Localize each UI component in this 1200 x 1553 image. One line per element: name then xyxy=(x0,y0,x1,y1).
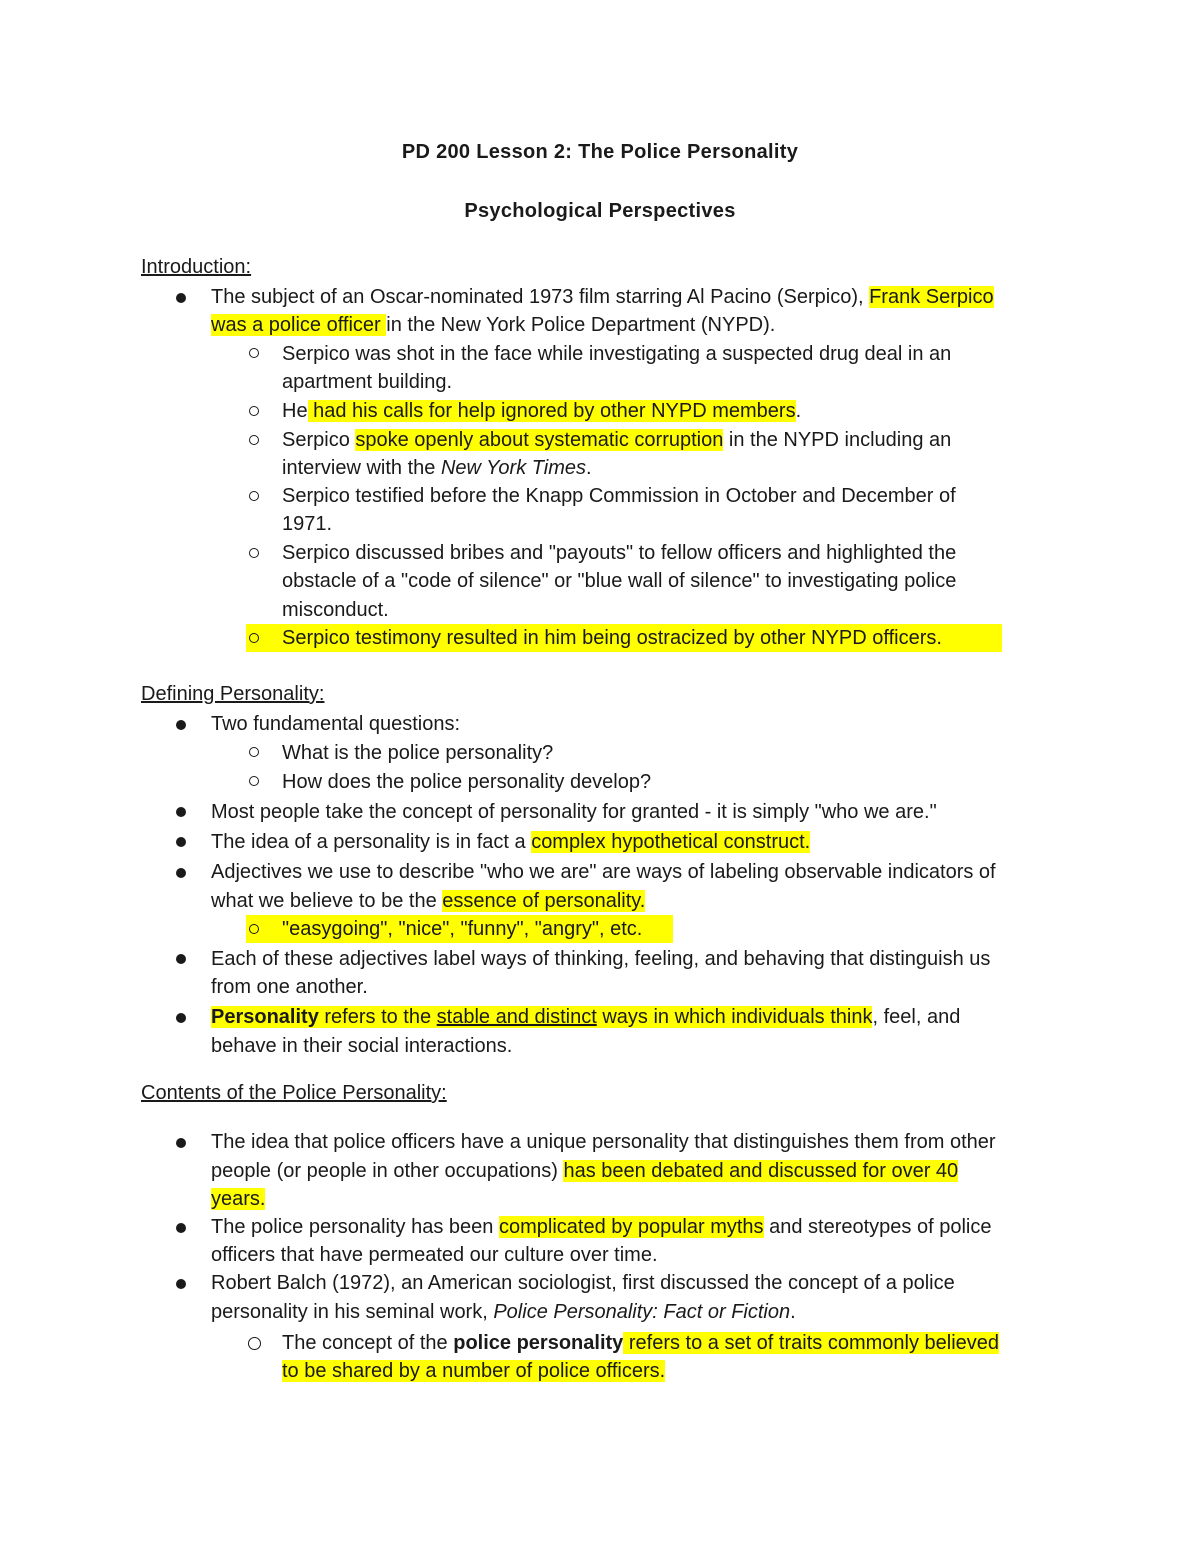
section-heading-contents: Contents of the Police Personality: xyxy=(141,1082,447,1104)
section-heading-introduction: Introduction: xyxy=(141,256,252,278)
list-item: Personality refers to the stable and distinct ways in which individuals think, feel, and xyxy=(211,1006,961,1028)
sub-list-item: Serpico discussed bribes and "payouts" to fellow officers and highlighted the xyxy=(282,542,957,564)
bullet-icon xyxy=(176,954,186,964)
list-item-continued: from one another. xyxy=(211,976,368,998)
sub-bullet-icon xyxy=(249,435,259,445)
sub-list-item: Serpico was shot in the face while investigating a suspected drug deal in an xyxy=(282,343,952,365)
list-item: Two fundamental questions: xyxy=(211,713,461,735)
sub-list-item-continued: interview with the New York Times. xyxy=(282,457,592,479)
list-item: The idea that police officers have a unique personality that distinguishes them from other xyxy=(211,1131,996,1153)
list-item-continued: was a police officer in the New York Police Department (NYPD). xyxy=(211,314,776,336)
section-heading-defining-personality: Defining Personality: xyxy=(141,683,325,705)
sub-bullet-icon xyxy=(249,348,259,358)
sub-bullet-icon xyxy=(249,548,259,558)
list-item: Robert Balch (1972), an American sociologist, first discussed the concept of a police xyxy=(211,1272,955,1294)
sub-list-item: How does the police personality develop? xyxy=(282,771,652,793)
sub-list-item: The concept of the police personality refers to a set of traits commonly believed xyxy=(282,1332,1000,1354)
sub-bullet-icon xyxy=(249,491,259,501)
list-item: Most people take the concept of personality for granted - it is simply "who we are." xyxy=(211,801,937,823)
sub-list-item: Serpico testimony resulted in him being ostracized by other NYPD officers. xyxy=(282,627,942,649)
list-item-continued: behave in their social interactions. xyxy=(211,1035,513,1057)
list-item-continued: what we believe to be the essence of personality. xyxy=(211,890,646,912)
sub-list-item: "easygoing", "nice", "funny", "angry", etc. xyxy=(282,918,643,940)
sub-bullet-icon xyxy=(249,924,259,934)
bullet-icon xyxy=(176,1223,186,1233)
sub-bullet-icon xyxy=(249,633,259,643)
list-item-continued: people (or people in other occupations) has been debated and discussed for over 40 xyxy=(211,1160,959,1182)
list-item: Adjectives we use to describe "who we are" are ways of labeling observable indicators of xyxy=(211,861,996,883)
sub-list-item: He had his calls for help ignored by other NYPD members. xyxy=(282,400,802,422)
sub-bullet-icon xyxy=(249,776,259,786)
sub-list-item-continued: apartment building. xyxy=(282,371,453,393)
list-item-continued: years. xyxy=(211,1188,266,1210)
bullet-icon xyxy=(176,720,186,730)
sub-list-item: Serpico testified before the Knapp Commission in October and December of xyxy=(282,485,956,507)
sub-list-item: Serpico spoke openly about systematic corruption in the NYPD including an xyxy=(282,429,952,451)
sub-list-item: What is the police personality? xyxy=(282,742,554,764)
bullet-icon xyxy=(176,837,186,847)
sub-bullet-icon xyxy=(248,1337,261,1350)
sub-bullet-icon xyxy=(249,747,259,757)
page-subtitle: Psychological Perspectives xyxy=(464,200,736,222)
bullet-icon xyxy=(176,293,186,303)
bullet-icon xyxy=(176,868,186,878)
sub-bullet-icon xyxy=(249,406,259,416)
list-item-continued: officers that have permeated our culture over time. xyxy=(211,1244,658,1266)
bullet-icon xyxy=(176,1013,186,1023)
list-item: The idea of a personality is in fact a complex hypothetical construct. xyxy=(211,831,811,853)
sub-list-item-continued: to be shared by a number of police officers. xyxy=(282,1360,666,1382)
page-title: PD 200 Lesson 2: The Police Personality xyxy=(401,141,799,163)
bullet-icon xyxy=(176,1138,186,1148)
list-item: Each of these adjectives label ways of thinking, feeling, and behaving that distinguish us xyxy=(211,948,991,970)
sub-list-item-continued: 1971. xyxy=(282,513,333,535)
list-item: The police personality has been complicated by popular myths and stereotypes of police xyxy=(211,1216,992,1238)
list-item-continued: personality in his seminal work, Police Personality: Fact or Fiction. xyxy=(211,1301,796,1323)
list-item: The subject of an Oscar-nominated 1973 film starring Al Pacino (Serpico), Frank Serpico xyxy=(211,286,994,308)
sub-list-item-continued: misconduct. xyxy=(282,599,389,621)
bullet-icon xyxy=(176,1279,186,1289)
bullet-icon xyxy=(176,807,186,817)
sub-list-item-continued: obstacle of a "code of silence" or "blue wall of silence" to investigating police xyxy=(282,570,957,592)
